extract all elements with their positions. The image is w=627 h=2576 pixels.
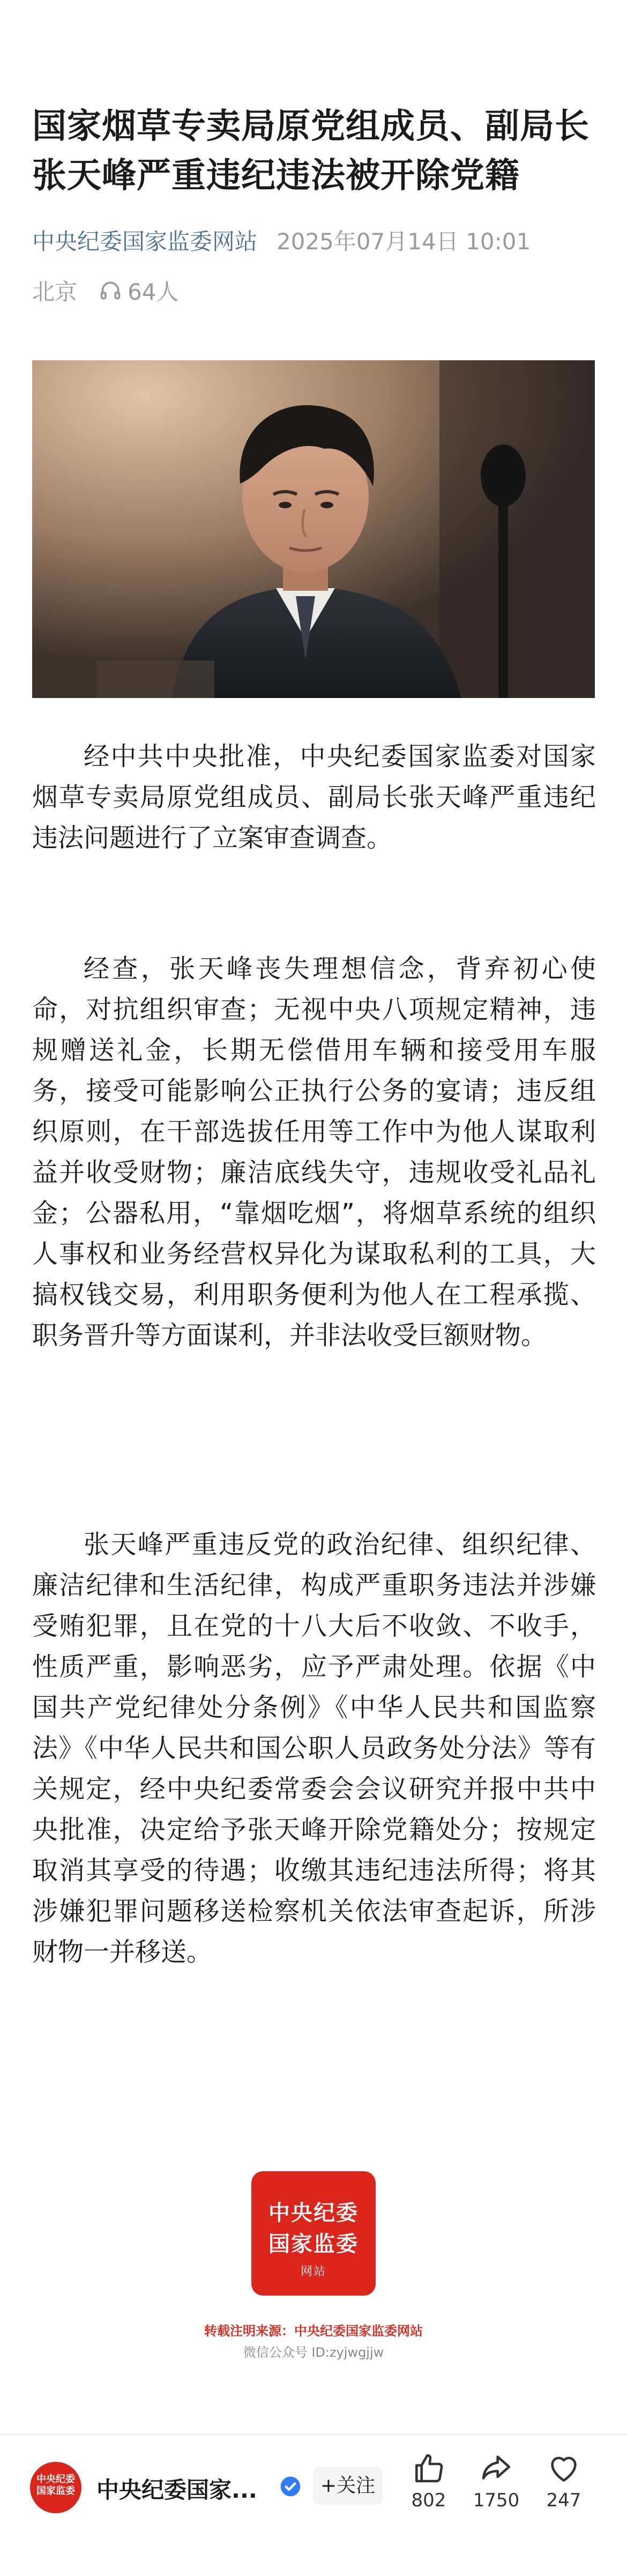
listen-count: 64人 xyxy=(128,279,179,305)
article-title: 国家烟草专卖局原党组成员、副局长张天峰严重违纪违法被开除党籍 xyxy=(32,107,589,196)
heart-icon xyxy=(547,2451,581,2485)
article-paragraph-2: 经查，张天峰丧失理想信念，背弃初心使命，对抗组织审查；无视中央八项规定精神，违规赠送礼金，长期无偿借用车辆和接受用车服务，接受可能影响公正执行公务的宴请；违反组织原则，在干部选拔任用等工作中为他人谋取利益并收受财物；廉洁底线失守，违规收受礼品礼金；公器私用，“靠烟吃烟”，将烟草系统的组织人事权和业务经营权异化为谋取私利的工具，大搞权钱交易，利用职务便利为他人在工程承揽、职务晋升等方面谋利，并非法收受巨额财物。 xyxy=(32,954,596,1350)
avatar-text-1: 中央纪委 xyxy=(36,2474,75,2485)
account-avatar[interactable] xyxy=(30,2462,81,2513)
favorite-count: 247 xyxy=(546,2490,581,2511)
share-arrow-icon xyxy=(479,2451,513,2485)
cover-photo[interactable] xyxy=(32,360,595,698)
publish-datetime: 2025年07月14日 10:01 xyxy=(277,228,531,255)
site-logo-line-1: 中央纪委 xyxy=(268,2200,359,2225)
thumbs-up-icon xyxy=(412,2451,446,2485)
like-button[interactable] xyxy=(397,2451,461,2511)
follow-button[interactable]: +关注 xyxy=(313,2467,383,2505)
site-logo-line-3: 网站 xyxy=(300,2265,326,2278)
meta-row-source xyxy=(32,224,600,256)
location-label: 北京 xyxy=(32,279,78,305)
share-count: 1750 xyxy=(473,2490,520,2511)
cover-photo-illustration xyxy=(32,360,595,698)
meta-row-location xyxy=(32,274,600,307)
site-logo-line-2: 国家监委 xyxy=(268,2231,359,2256)
bottom-action-bar xyxy=(0,2434,627,2576)
favorite-button[interactable] xyxy=(532,2451,596,2511)
verified-badge-icon xyxy=(279,2475,302,2498)
like-count: 802 xyxy=(411,2490,446,2511)
headphones-icon[interactable] xyxy=(99,279,122,302)
site-logo xyxy=(251,2171,376,2296)
wechat-id-note: 微信公众号 ID:zyjwgjjw xyxy=(243,2345,384,2360)
source-link[interactable]: 中央纪委国家监委网站 xyxy=(32,228,258,255)
repost-notice: 转载注明来源：中央纪委国家监委网站 xyxy=(204,2323,423,2339)
avatar-text-2: 国家监委 xyxy=(36,2485,75,2497)
article-paragraph-3: 张天峰严重违反党的政治纪律、组织纪律、廉洁纪律和生活纪律，构成严重职务违法并涉嫌受贿犯罪，且在党的十八大后不收敛、不收手，性质严重，影响恶劣，应予严肃处理。依据《中国共产党纪律处分条例》《中华人民共和国监察法》《中华人民共和国公职人员政务处分法》等有关规定，经中央纪委常委会会议研究并报中共中央批准，决定给予张天峰开除党籍处分；按规定取消其享受的待遇；收缴其违纪违法所得；将其涉嫌犯罪问题移送检察机关依法审查起诉，所涉财物一并移送。 xyxy=(32,1530,596,1967)
article-paragraph-1: 经中共中央批准，中央纪委国家监委对国家烟草专卖局原党组成员、副局长张天峰严重违纪违法问题进行了立案审查调查。 xyxy=(32,741,596,853)
share-button[interactable] xyxy=(464,2451,528,2511)
account-name[interactable]: 中央纪委国家... xyxy=(96,2477,257,2503)
